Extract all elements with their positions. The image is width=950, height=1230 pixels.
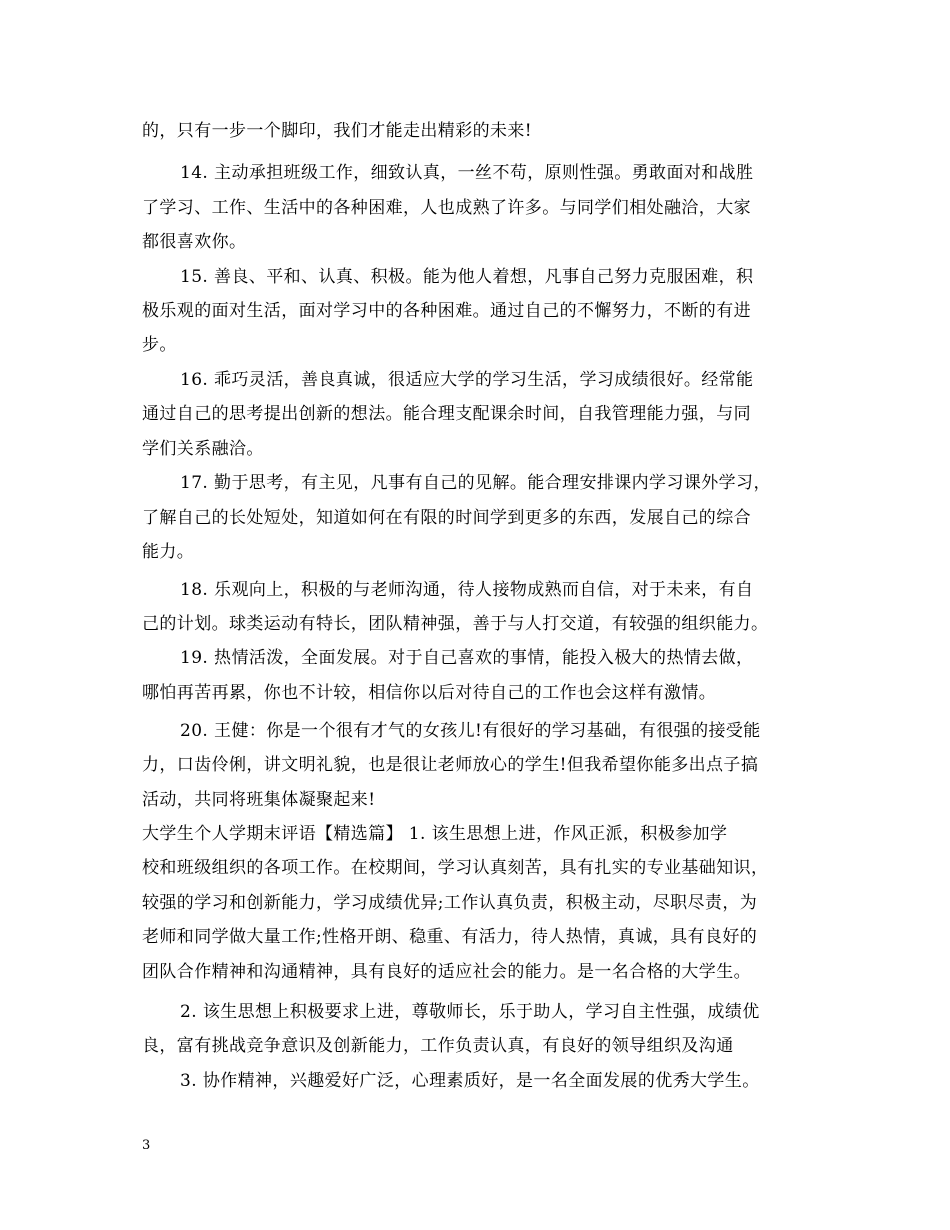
text-line: 极乐观的面对生活，面对学习中的各种困难。通过自己的不懈努力，不断的有进 [142, 301, 751, 321]
text-line: 学们关系融洽。 [142, 439, 264, 459]
text-line: 20. 王健：你是一个很有才气的女孩儿!有很好的学习基础，有很强的接受能 [180, 721, 761, 741]
text-line: 17. 勤于思考，有主见，凡事有自己的见解。能合理安排课内学习课外学习， [180, 473, 771, 493]
text-line: 较强的学习和创新能力，学习成绩优异;工作认真负责，积极主动，尽职尽责，为 [142, 893, 758, 913]
text-line: 15. 善良、平和、认真、积极。能为他人着想，凡事自己努力克服困难，积 [180, 267, 754, 287]
text-line: 了学习、工作、生活中的各种困难，人也成熟了许多。与同学们相处融洽，大家 [142, 198, 751, 218]
text-line: 了解自己的长处短处，知道如何在有限的时间学到更多的东西，发展自己的综合 [142, 508, 751, 528]
section-heading-line: 大学生个人学期末评语【精选篇】 1. 该生思想上进，作风正派，积极参加学 [142, 824, 728, 844]
text-line: 步。 [142, 335, 177, 355]
text-line: 良，富有挑战竞争意识及创新能力，工作负责认真，有良好的领导组织及沟通 [142, 1036, 734, 1056]
text-line: 通过自己的思考提出创新的想法。能合理支配课余时间，自我管理能力强，与同 [142, 404, 751, 424]
text-line: 都很喜欢你。 [142, 232, 247, 252]
text-line: 校和班级组织的各项工作。在校期间，学习认真刻苦，具有扎实的专业基础知识， [142, 858, 769, 878]
text-line: 活动，共同将班集体凝聚起来! [142, 790, 376, 810]
text-line: 力，口齿伶俐，讲文明礼貌，也是很让老师放心的学生!但我希望你能多出点子搞 [142, 755, 759, 775]
text-line: 3. 协作精神，兴趣爱好广泛，心理素质好，是一名全面发展的优秀大学生。 [180, 1071, 760, 1091]
text-line: 16. 乖巧灵活，善良真诚，很适应大学的学习生活，学习成绩很好。经常能 [180, 370, 754, 390]
text-line: 团队合作精神和沟通精神，具有良好的适应社会的能力。是一名合格的大学生。 [142, 962, 751, 982]
text-line: 14. 主动承担班级工作，细致认真，一丝不苟，原则性强。勇敢面对和战胜 [180, 163, 754, 183]
text-line: 19. 热情活泼，全面发展。对于自己喜欢的事情，能投入极大的热情去做， [180, 648, 754, 668]
text-line: 18. 乐观向上，积极的与老师沟通，待人接物成熟而自信，对于未来，有自 [180, 580, 754, 600]
text-line: 能力。 [142, 542, 195, 562]
text-line: 哪怕再苦再累，你也不计较，相信你以后对待自己的工作也会这样有激情。 [142, 683, 717, 703]
text-line: 己的计划。球类运动有特长，团队精神强，善于与人打交道，有较强的组织能力。 [142, 614, 769, 634]
text-line: 的，只有一步一个脚印，我们才能走出精彩的未来! [142, 121, 533, 141]
text-line: 2. 该生思想上积极要求上进，尊敬师长，乐于助人，学习自主性强，成绩优 [180, 1002, 760, 1022]
page-number: 3 [142, 1138, 151, 1153]
text-line: 老师和同学做大量工作;性格开朗、稳重、有活力，待人热情，真诚，具有良好的 [142, 927, 758, 947]
